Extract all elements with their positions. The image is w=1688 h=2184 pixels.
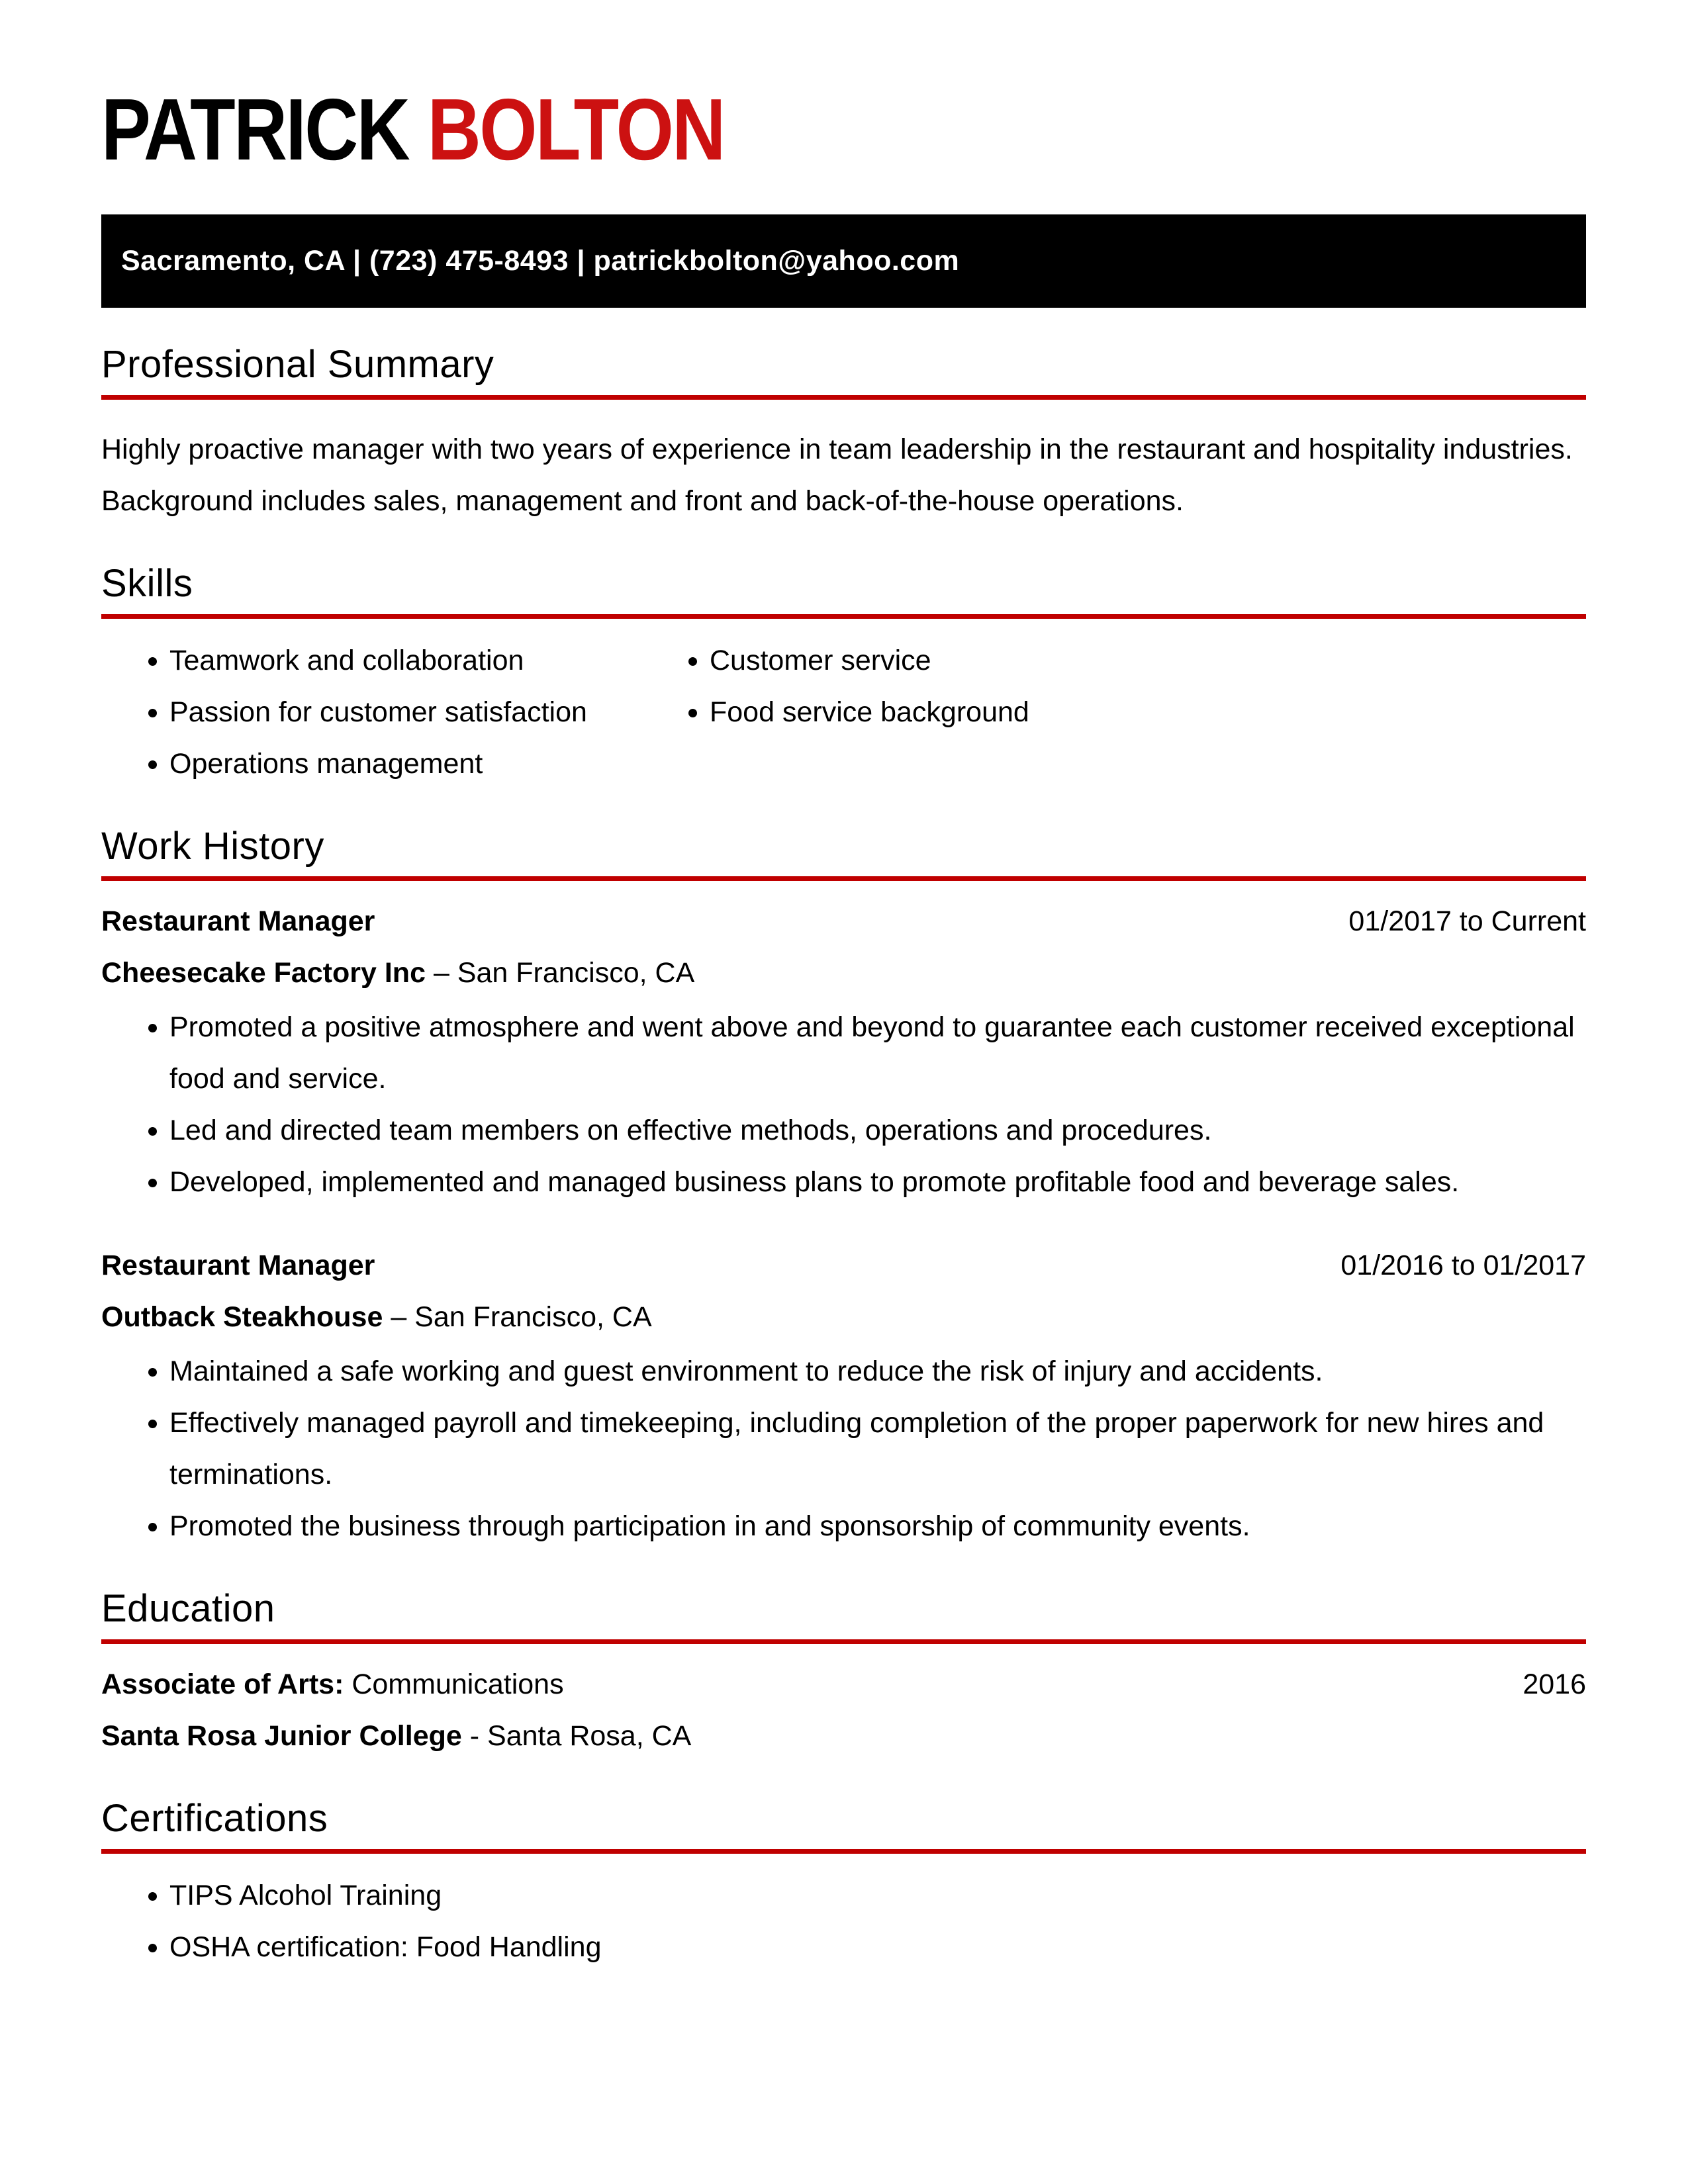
company-name: Outback Steakhouse bbox=[101, 1301, 383, 1334]
job-bullet: • Maintained a safe working and guest environment to reduce the risk of injury and accidents. bbox=[169, 1345, 1586, 1397]
section-professional-summary bbox=[101, 343, 1586, 527]
job-bullet: • Promoted the business through participation in and sponsorship of community events. bbox=[169, 1500, 1586, 1552]
company-location: – San Francisco, CA bbox=[383, 1301, 652, 1334]
job-bullet: • Promoted a positive atmosphere and went above and beyond to guarantee each customer received exceptional food and service. bbox=[169, 1001, 1586, 1105]
school-location: - Santa Rosa, CA bbox=[461, 1720, 692, 1752]
skill-item: • Food service background bbox=[710, 686, 1586, 738]
first-name: PATRICK bbox=[101, 81, 428, 178]
education-entry bbox=[101, 1659, 1586, 1762]
graduation-year: 2016 bbox=[1523, 1668, 1586, 1701]
skills-heading: Skills bbox=[101, 561, 193, 605]
skill-item: • Operations management bbox=[169, 738, 641, 790]
education-heading: Education bbox=[101, 1587, 275, 1631]
section-certifications bbox=[101, 1797, 1586, 1973]
section-rule bbox=[101, 1639, 1586, 1644]
work-history-heading: Work History bbox=[101, 824, 324, 868]
section-rule bbox=[101, 1849, 1586, 1854]
job-entry bbox=[101, 895, 1586, 1208]
job-entry bbox=[101, 1240, 1586, 1552]
section-skills bbox=[101, 563, 1586, 790]
certification-item: • OSHA certification: Food Handling bbox=[169, 1921, 1586, 1973]
certifications-heading: Certifications bbox=[101, 1797, 328, 1841]
job-bullet: • Developed, implemented and managed business plans to promote profitable food and beverage sales. bbox=[169, 1156, 1586, 1208]
company-name: Cheesecake Factory Inc bbox=[101, 957, 426, 989]
skill-item: • Passion for customer satisfaction bbox=[169, 686, 641, 738]
section-education bbox=[101, 1588, 1586, 1762]
contact-info: Sacramento, CA | (723) 475-8493 | patrickbolton@yahoo.com bbox=[121, 245, 960, 277]
last-name: BOLTON bbox=[427, 81, 724, 178]
school-name: Santa Rosa Junior College bbox=[101, 1720, 462, 1752]
skill-item: • Teamwork and collaboration bbox=[169, 635, 641, 686]
skills-column-2 bbox=[641, 635, 1586, 790]
job-bullet: • Led and directed team members on effective methods, operations and procedures. bbox=[169, 1105, 1586, 1156]
certification-item: • TIPS Alcohol Training bbox=[169, 1870, 1586, 1921]
company-location: – San Francisco, CA bbox=[426, 957, 695, 989]
summary-heading: Professional Summary bbox=[101, 343, 494, 386]
degree-field: Communications bbox=[344, 1668, 564, 1701]
skills-column-1 bbox=[101, 635, 641, 790]
section-work-history bbox=[101, 825, 1586, 1553]
section-rule bbox=[101, 395, 1586, 400]
section-rule bbox=[101, 614, 1586, 619]
job-dates: 01/2016 to 01/2017 bbox=[1340, 1250, 1586, 1282]
job-title: Restaurant Manager bbox=[101, 1250, 375, 1282]
candidate-name bbox=[101, 81, 1364, 178]
degree-label: Associate of Arts: bbox=[101, 1668, 344, 1701]
skills-columns bbox=[101, 635, 1586, 790]
degree bbox=[101, 1659, 564, 1710]
job-title: Restaurant Manager bbox=[101, 905, 375, 938]
section-rule bbox=[101, 876, 1586, 881]
contact-bar bbox=[101, 214, 1586, 308]
skill-item: • Customer service bbox=[710, 635, 1586, 686]
job-dates: 01/2017 to Current bbox=[1348, 905, 1586, 938]
job-bullet: • Effectively managed payroll and timekeeping, including completion of the proper paperwork for new hires and terminations. bbox=[169, 1397, 1586, 1500]
summary-text: Highly proactive manager with two years of experience in team leadership in the restaurant and hospitality industries. Background includes sales, management and front and back-of-the-house operations. bbox=[101, 433, 1573, 517]
